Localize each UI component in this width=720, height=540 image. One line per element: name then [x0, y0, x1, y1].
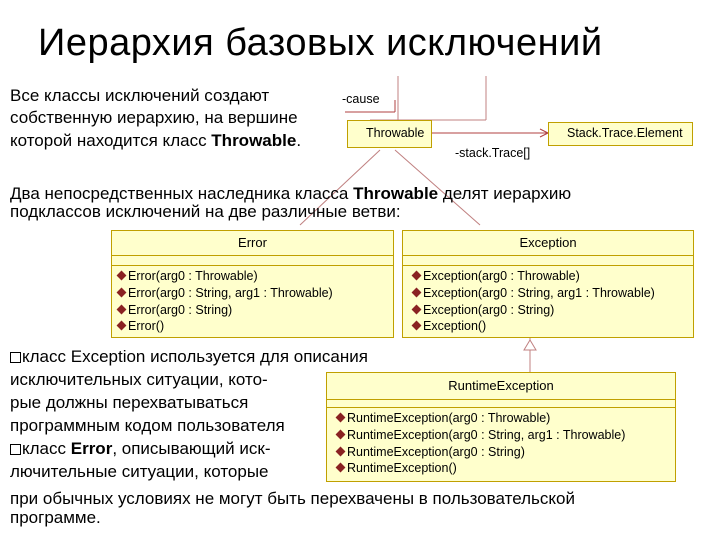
error-method: Error(arg0 : Throwable): [118, 269, 258, 283]
intro-line-2: собственную иерархию, на вершине: [10, 108, 298, 127]
bullet-1-line-3: рые должны перехватываться: [10, 393, 249, 412]
method-icon: [117, 271, 127, 281]
throwable-class-box: [347, 120, 432, 148]
method-icon: [412, 271, 422, 281]
method-icon: [412, 288, 422, 298]
para2-line-1: Два непосредственных наследника класса Throwable делят иерархию: [10, 184, 572, 203]
bullet-1-line-1: класс Exception используется для описания: [10, 347, 368, 366]
exception-method: Exception(): [413, 319, 486, 333]
method-icon: [336, 413, 346, 423]
exception-method: Exception(arg0 : Throwable): [413, 269, 580, 283]
runtime-exception-method: RuntimeException(arg0 : String): [337, 445, 525, 459]
bullet-2-line-3: при обычных условиях не могут быть перехвачены в пользовательской: [10, 489, 575, 508]
checkbox-bullet-icon: [10, 444, 21, 455]
runtime-exception-method: RuntimeException(arg0 : Throwable): [337, 411, 550, 425]
error-class-box: [111, 230, 394, 338]
bullet-2-line-2: лючительные ситуации, которые: [10, 462, 269, 481]
intro-line-3: которой находится класс Throwable.: [10, 131, 302, 150]
method-icon: [336, 463, 346, 473]
cause-label: -cause: [342, 92, 380, 106]
exception-class-box: [402, 230, 694, 338]
error-class-name: Error: [112, 231, 393, 256]
runtime-exception-class-name: RuntimeException: [327, 373, 675, 400]
checkbox-bullet-icon: [10, 352, 21, 363]
page-title: Иерархия базовых исключений: [38, 22, 603, 64]
intro-line-1: Все классы исключений создают: [10, 86, 270, 105]
error-method: Error(arg0 : String): [118, 303, 232, 317]
runtime-exception-class-box: [326, 372, 676, 482]
exception-class-name: Exception: [403, 231, 693, 256]
runtime-exception-method: RuntimeException(arg0 : String, arg1 : Throwable): [337, 428, 625, 442]
method-icon: [412, 321, 422, 331]
stack-trace-label: -stack.Trace[]: [455, 146, 531, 160]
error-method: Error(): [118, 319, 164, 333]
stack-trace-element-box: [548, 122, 693, 146]
method-icon: [412, 305, 422, 315]
bullet-2-line-1: класс Error, описывающий иск-: [10, 439, 270, 458]
bullet-1-line-4: программным кодом пользователя: [10, 416, 285, 435]
method-icon: [117, 288, 127, 298]
method-icon: [117, 321, 127, 331]
method-icon: [336, 430, 346, 440]
method-icon: [117, 305, 127, 315]
stack-trace-element-name: Stack.Trace.Element: [567, 126, 683, 140]
para2-line-2: подклассов исключений на две различные ветви:: [10, 202, 401, 221]
bullet-1-line-2: исключительных ситуации, кото-: [10, 370, 268, 389]
throwable-class-name: Throwable: [366, 126, 425, 140]
runtime-exception-method: RuntimeException(): [337, 461, 457, 475]
error-method: Error(arg0 : String, arg1 : Throwable): [118, 286, 333, 300]
bullet-2-line-4: программе.: [10, 508, 101, 527]
exception-method: Exception(arg0 : String, arg1 : Throwable): [413, 286, 655, 300]
exception-method: Exception(arg0 : String): [413, 303, 554, 317]
method-icon: [336, 447, 346, 457]
